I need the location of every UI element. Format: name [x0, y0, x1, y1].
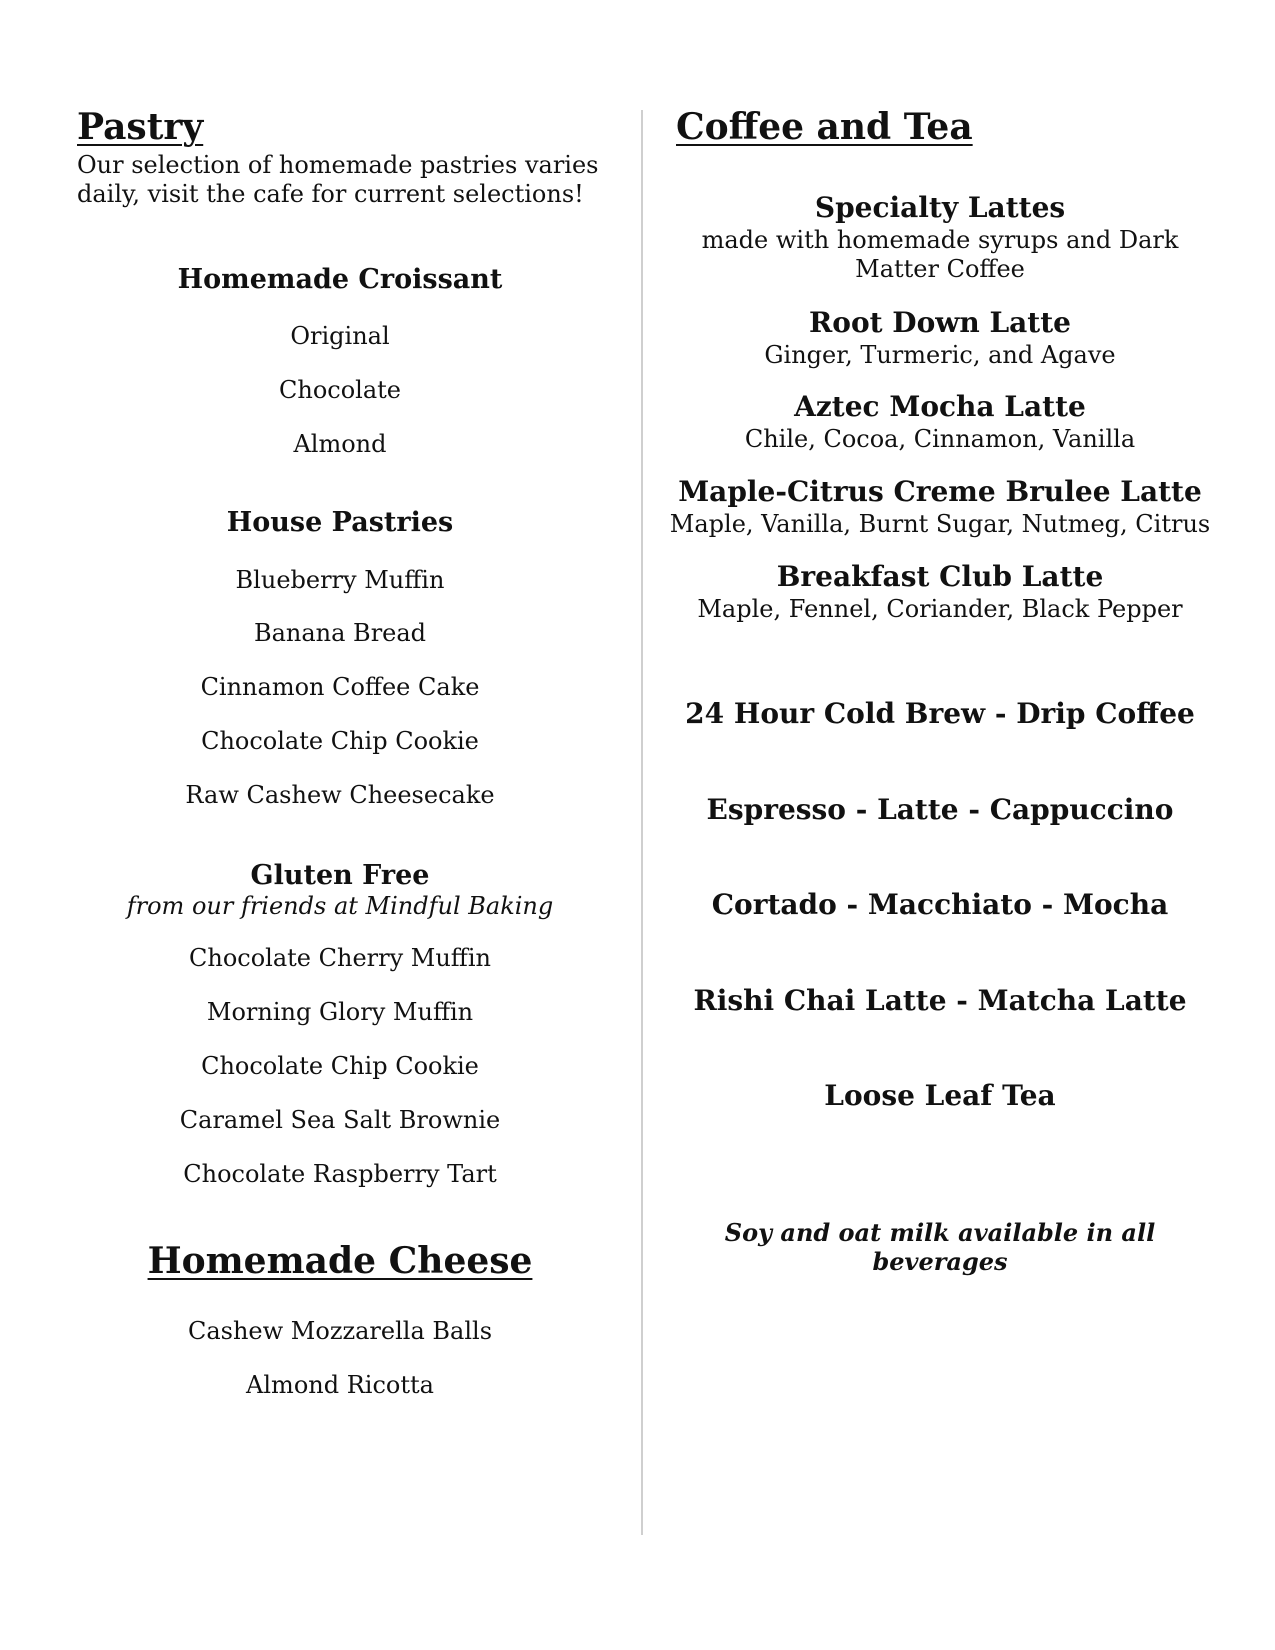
- latte-name: Aztec Mocha Latte: [794, 390, 1086, 423]
- specialty-lattes-title: Specialty Lattes: [814, 191, 1066, 224]
- latte-name: Maple-Citrus Creme Brulee Latte: [678, 475, 1202, 508]
- drink-line: 24 Hour Cold Brew - Drip Coffee: [685, 697, 1195, 730]
- latte-desc: Chile, Cocoa, Cinnamon, Vanilla: [744, 425, 1136, 453]
- specialty-desc-line2: Matter Coffee: [855, 255, 1025, 283]
- latte-name: Breakfast Club Latte: [776, 560, 1104, 593]
- list-item: Chocolate Cherry Muffin: [189, 944, 491, 972]
- list-item: Chocolate: [279, 376, 401, 404]
- drink-line: Espresso - Latte - Cappuccino: [706, 793, 1174, 826]
- list-item: Raw Cashew Cheesecake: [185, 781, 495, 809]
- list-item: Original: [290, 322, 390, 350]
- list-item: Almond Ricotta: [246, 1371, 434, 1399]
- list-item: Blueberry Muffin: [235, 566, 445, 594]
- cheese-title: Homemade Cheese: [147, 1240, 533, 1282]
- list-item: Chocolate Raspberry Tart: [183, 1160, 497, 1188]
- list-item: Almond: [293, 430, 387, 458]
- pastry-intro-line1: Our selection of homemade pastries varies: [77, 151, 599, 179]
- croissant-title: Homemade Croissant: [177, 264, 503, 295]
- list-item: Cinnamon Coffee Cake: [200, 673, 480, 701]
- drink-line: Rishi Chai Latte - Matcha Latte: [693, 984, 1187, 1017]
- drink-line: Cortado - Macchiato - Mocha: [711, 888, 1169, 921]
- drink-line: Loose Leaf Tea: [824, 1079, 1056, 1112]
- latte-desc: Ginger, Turmeric, and Agave: [764, 341, 1116, 369]
- list-item: Cashew Mozzarella Balls: [187, 1317, 493, 1345]
- house-pastries-title: House Pastries: [226, 507, 454, 538]
- pastry-title: Pastry: [77, 106, 204, 148]
- list-item: Banana Bread: [253, 619, 427, 647]
- list-item: Chocolate Chip Cookie: [201, 727, 479, 755]
- specialty-desc-line1: made with homemade syrups and Dark: [701, 226, 1179, 254]
- latte-name: Root Down Latte: [809, 306, 1071, 339]
- gluten-free-subtitle: from our friends at Mindful Baking: [126, 892, 554, 920]
- list-item: Morning Glory Muffin: [206, 998, 474, 1026]
- list-item: Chocolate Chip Cookie: [201, 1052, 479, 1080]
- gluten-free-title: Gluten Free: [250, 860, 430, 891]
- latte-desc: Maple, Fennel, Coriander, Black Pepper: [697, 595, 1183, 623]
- milk-note: Soy and oat milk available in all beverages: [724, 1218, 1156, 1276]
- coffee-title: Coffee and Tea: [676, 106, 973, 148]
- latte-desc: Maple, Vanilla, Burnt Sugar, Nutmeg, Citrus: [669, 510, 1211, 538]
- list-item: Caramel Sea Salt Brownie: [179, 1106, 501, 1134]
- column-divider: [641, 110, 643, 1535]
- pastry-intro-line2: daily, visit the cafe for current selections!: [77, 180, 584, 208]
